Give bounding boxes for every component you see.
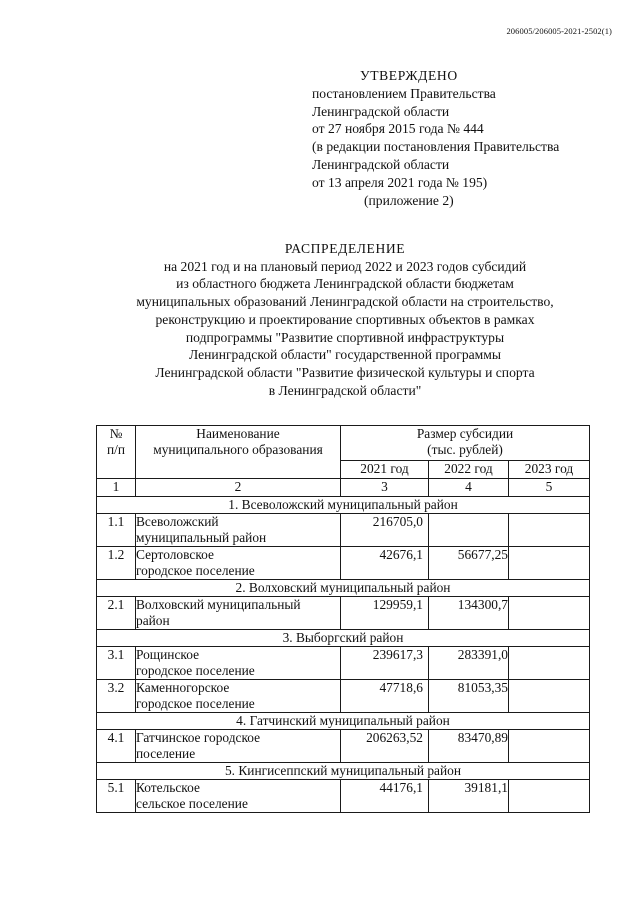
column-index: 3 [341,479,429,497]
row-number: 4.1 [97,730,136,763]
row-name [136,547,341,580]
district-title: 2. Волховский муниципальный район [97,580,590,597]
row-number: 3.1 [97,647,136,680]
table-row [97,514,590,547]
value-2021: 44176,1 [341,780,429,813]
row-number: 1.1 [97,514,136,547]
value-2021: 42676,1 [341,547,429,580]
document-heading [60,240,630,399]
value-2022: 83470,89 [429,730,509,763]
value-2022: 56677,25 [429,547,509,580]
header-amount [341,426,590,461]
row-name-line: район [136,612,170,628]
approval-appendix: (приложение 2) [364,192,454,208]
header-num-line: п/п [106,441,126,457]
value-2021: 206263,52 [341,730,429,763]
row-number: 3.2 [97,680,136,713]
row-name-line: Сертоловское [136,547,214,562]
row-name [136,680,341,713]
table-row [97,730,590,763]
district-row [97,713,590,730]
heading-line: Ленинградской области" государственной программы [188,347,501,363]
heading-line: муниципальных образований Ленинградской области на строительство, [136,294,554,310]
approval-line: (в редакции постановления Правительства [312,139,560,155]
table-body [97,426,590,813]
header-num-line: № [109,426,123,441]
row-name-line: Волховский муниципальный [136,597,301,612]
value-2023 [509,680,590,713]
table-row [97,680,590,713]
value-2022: 283391,0 [429,647,509,680]
approval-line: от 13 апреля 2021 года № 195) [312,174,488,190]
column-index: 5 [509,479,590,497]
district-title: 4. Гатчинский муниципальный район [97,713,590,730]
header-name [136,426,341,479]
heading-title: РАСПРЕДЕЛЕНИЕ [284,241,406,256]
table-row [97,647,590,680]
approval-line: постановлением Правительства [312,85,496,101]
district-row [97,763,590,780]
value-2023 [509,597,590,630]
column-index: 4 [429,479,509,497]
district-title: 1. Всеволожский муниципальный район [97,497,590,514]
approval-line: от 27 ноября 2015 года № 444 [312,121,484,137]
column-index-row [97,479,590,497]
row-number: 5.1 [97,780,136,813]
row-name-line: Всеволожский [136,514,219,529]
value-2023 [509,547,590,580]
header-year: 2023 год [509,461,590,479]
table-row [97,780,590,813]
header-name-line: муниципального образования [153,441,323,457]
value-2022: 134300,7 [429,597,509,630]
column-index: 2 [136,479,341,497]
heading-line: реконструкцию и проектирование спортивных объектов в рамках [155,311,535,327]
row-name-line: городское поселение [136,562,255,578]
table-row [97,597,590,630]
row-name-line: Рощинское [136,647,200,662]
heading-line: в Ленинградской области" [268,382,422,398]
heading-line: из областного бюджета Ленинградской области бюджетам [176,276,514,292]
header-name-line: Наименование [196,426,280,441]
value-2022 [429,514,509,547]
row-name-line: муниципальный район [136,529,267,545]
row-name [136,597,341,630]
header-year: 2022 год [429,461,509,479]
value-2022: 81053,35 [429,680,509,713]
row-number: 1.2 [97,547,136,580]
approval-title: УТВЕРЖДЕНО [360,68,458,83]
value-2023 [509,514,590,547]
header-num [97,426,136,479]
row-name-line: Каменногорское [136,680,230,695]
value-2021: 47718,6 [341,680,429,713]
row-number: 2.1 [97,597,136,630]
district-row [97,497,590,514]
column-index: 1 [97,479,136,497]
value-2022: 39181,1 [429,780,509,813]
district-row [97,580,590,597]
approval-line: Ленинградской области [312,156,450,172]
value-2021: 239617,3 [341,647,429,680]
approval-line: Ленинградской области [312,103,450,119]
row-name-line: поселение [136,745,196,761]
header-row [97,426,590,461]
subsidies-table [96,425,590,813]
row-name-line: Гатчинское городское [136,730,261,745]
header-amount-line: Размер субсидии [416,426,514,441]
header-amount-line: (тыс. рублей) [427,441,503,457]
value-2021: 129959,1 [341,597,429,630]
heading-line: на 2021 год и на плановый период 2022 и 2023 годов субсидий [163,258,527,274]
row-name [136,780,341,813]
value-2023 [509,647,590,680]
approval-block [312,67,559,209]
value-2023 [509,730,590,763]
header-year: 2021 год [341,461,429,479]
row-name [136,730,341,763]
district-row [97,630,590,647]
row-name-line: сельское поселение [136,795,248,811]
table-row [97,547,590,580]
heading-line: подпрограммы "Развитие спортивной инфраструктуры [185,329,505,345]
document-code: 206005/206005-2021-2502(1) [506,26,612,36]
row-name-line: городское поселение [136,662,255,678]
row-name [136,647,341,680]
row-name [136,514,341,547]
district-title: 3. Выборгский район [97,630,590,647]
value-2021: 216705,0 [341,514,429,547]
row-name-line: Котельское [136,780,200,795]
heading-line: Ленинградской области "Развитие физической культуры и спорта [155,364,535,380]
row-name-line: городское поселение [136,695,255,711]
value-2023 [509,780,590,813]
district-title: 5. Кингисеппский муниципальный район [97,763,590,780]
